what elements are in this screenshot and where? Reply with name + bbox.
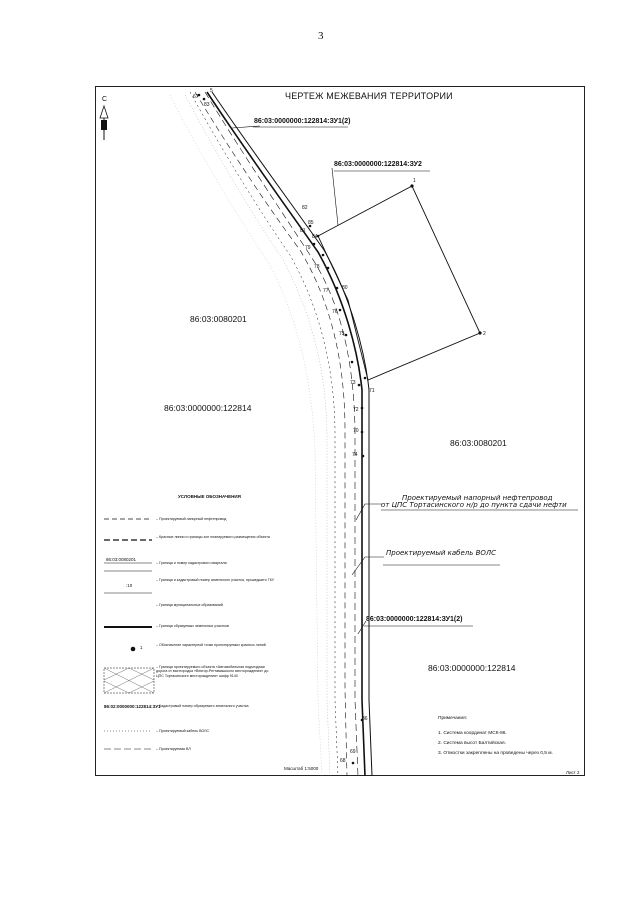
legend-point-marker	[131, 647, 136, 652]
legend-symbols	[104, 519, 154, 749]
point-label: 82	[302, 205, 308, 211]
legend-item: – Проектируемая ВЛ	[156, 747, 191, 751]
legend-item: – Граница образуемых земельных участков	[156, 624, 229, 628]
point-label: 70	[353, 428, 359, 434]
note-item: 1. Система координат МСК-86.	[438, 731, 507, 736]
zu2-parcel	[318, 186, 480, 380]
scale-label: Масштаб 1:5000	[284, 766, 319, 771]
sheet-label: Лист 2	[566, 770, 580, 775]
quarter-right-label: 86:03:0080201	[450, 438, 507, 448]
drawing-title: ЧЕРТЕЖ МЕЖЕВАНИЯ ТЕРРИТОРИИ	[285, 91, 453, 101]
point-label: 86	[362, 716, 368, 722]
parcel-zu1-top-label: 86:03:0000000:122814:ЗУ1(2)	[254, 118, 351, 125]
point-label: 74	[352, 452, 358, 458]
legend-item: – Граница и кадастровый номер земельного участка, прошедшего ГКУ	[156, 578, 275, 582]
legend-item: – Граница проектируемого объекта «Автомобильная подъездная дорога от вахтгородка «Вектор-Регтамашского месторождения» до ЦПС Тортасинского месторождения» шифр 9140	[156, 665, 269, 678]
point-label: 1	[413, 178, 416, 184]
point-label: 81	[300, 228, 306, 234]
legend-item: – Проектируемый напорный нефтепровод	[156, 517, 227, 521]
north-label: С	[102, 96, 108, 103]
leader-lines	[232, 126, 578, 634]
point-label: 68	[340, 758, 346, 764]
point-label: 69	[350, 749, 356, 755]
pipeline-callout-1: Проектируемый напорный нефтепровод	[402, 494, 553, 502]
point-label: 75	[339, 331, 345, 337]
point-label: 79	[305, 245, 311, 251]
legend-sample-zu: 86:02:0000000:122814:ЗУ1	[104, 704, 161, 709]
point-label: 2	[483, 331, 486, 337]
parcel-big-right-label: 86:03:0000000:122814	[428, 663, 516, 673]
legend-item: – Граница муниципальных образований	[156, 603, 223, 607]
legend-item: – Проектируемый кабель ВОЛС	[156, 729, 210, 733]
pipeline-callout-2: от ЦПС Тортасинского н/р до пункта сдачи нефти	[381, 501, 567, 509]
note-item: 3. Отмостки закреплены на проведены через 0,5 м.	[438, 751, 553, 756]
legend-item: – Кадастровый номер образуемого земельного участка	[156, 704, 249, 708]
point-label: 80	[342, 285, 348, 291]
point-label: 72	[353, 407, 359, 413]
legend-heading: УСЛОВНЫЕ ОБОЗНАЧЕНИЯ	[178, 494, 241, 499]
point-label: 5	[210, 88, 213, 94]
point-label: 71	[369, 388, 375, 394]
legend-sample-point: 1	[140, 645, 143, 650]
point-label: 83	[204, 102, 210, 108]
point-label: 76	[332, 309, 338, 315]
legend-item: – Граница и номер кадастрового квартала	[156, 561, 227, 565]
point-label: 84	[312, 234, 318, 240]
north-arrow-icon	[100, 106, 108, 140]
page-number: 3	[318, 30, 324, 42]
point-label: 78	[314, 264, 320, 270]
quarter-left-label: 86:03:0080201	[190, 314, 247, 324]
point-label: 85	[308, 220, 314, 226]
point-label: 73	[350, 380, 356, 386]
parcel-zu1-bottom-label: 86:03:0000000:122814:ЗУ1(2)	[366, 616, 463, 623]
parcel-big-left-label: 86:03:0000000:122814	[164, 403, 252, 413]
cable-callout: Проектируемый кабель ВОЛС	[386, 549, 497, 557]
parcel-zu2-label: 86:03:0000000:122814:ЗУ2	[334, 161, 422, 168]
legend-sample-quarter: 86:03:0080201	[106, 557, 137, 562]
note-item: 2. Система высот Балтийская.	[438, 741, 506, 746]
legend-item: – Красные линии и границы зон планируемого размещения объекта	[156, 535, 270, 539]
legend-item: – Обозначение характерной точки проектируемых красных линий	[156, 643, 266, 647]
notes-heading: Примечания:	[438, 716, 468, 721]
point-label: 67	[193, 94, 199, 100]
point-label: 77	[323, 288, 329, 294]
legend-sample-number: :10	[126, 583, 133, 588]
